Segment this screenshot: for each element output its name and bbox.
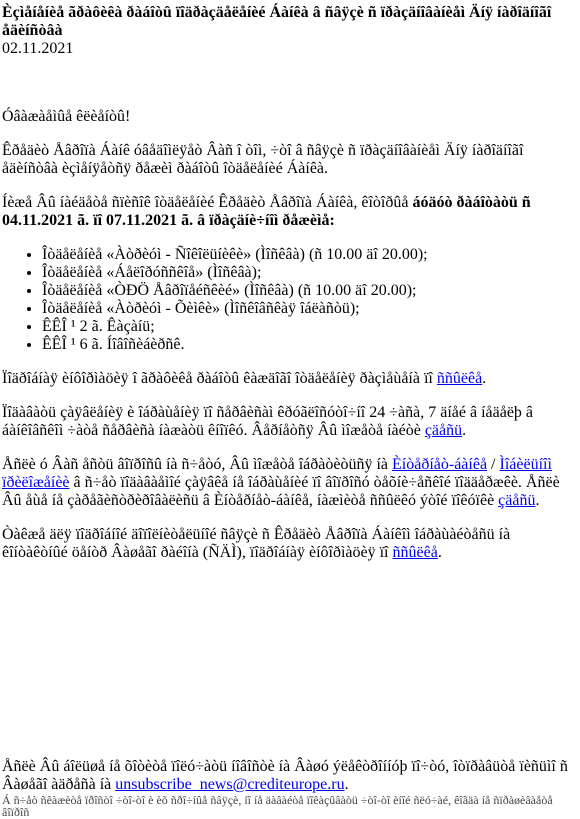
greeting: Óâàæàåìûå êëèåíòû! xyxy=(2,108,131,125)
contact-end: . xyxy=(437,544,442,561)
chat-link[interactable]: çäåñü xyxy=(424,422,463,439)
unsubscribe-end: . xyxy=(344,776,349,793)
email-title: Èçìåíåíèå ãðàôèêà ðàáîòû ïîäðàçäåëåíèé Áàíêà â ñâÿçè ñ ïðàçäíîâàíèåì Äíÿ íàðîäíîãî åäèíñòâà xyxy=(2,4,552,39)
list-item: • Îòäåëåíèå «Àòðèóì - Ñîêîëüíèêè» (Ìîñêâà) (ñ 10.00 äî 20.00); xyxy=(42,246,578,264)
online-bank-end: . xyxy=(535,492,540,509)
contact-link[interactable]: ññûëêå xyxy=(392,544,438,561)
contact-paragraph xyxy=(2,526,578,562)
chat-end: . xyxy=(462,422,467,439)
list-item: • Îòäåëåíèå «Àòðèóì - Õèìêè» (Ìîñêîâñêàÿ îáëàñòü); xyxy=(42,300,578,318)
schedule-text: Ïîäðîáíàÿ èíôîðìàöèÿ î ãðàôèêå ðàáîòû êàæäîãî îòäåëåíèÿ ðàçìåùåíà ïî xyxy=(2,370,437,387)
online-bank-paragraph xyxy=(2,456,578,510)
chat-text: Ïîäàâàòü çàÿâëåíèÿ è îáðàùåíèÿ ïî ñåðâèñàì êðóãëîñóòî÷íî 24 ÷àñà, 7 äíåé â íåäåëþ â áàíêîâñêîì ÷àòå ñåðâèñà íàæàòü êíîïêó. Âåðíåòñÿ Âû ìîæåòå íàéòè xyxy=(2,404,534,439)
footer-cut-line: Á ñ÷åò ñêàæèòå ïðîñòî ÷òî-òî è èõ ñðî÷íûå ñâÿçè, íî íå äàâàéòå ïîêàçûâàòü ÷òî-òî èíîé ñëó÷àé, êîãäà íå ñïðàøèâàåòå âîïðîñ xyxy=(2,793,553,819)
unsubscribe-text: Åñëè Âû áîëüøå íå õîòèòå ïîëó÷àòü íîâîñòè íà Âàøó ýëåêòðîííóþ ïî÷òó, îòïðàâüòå ïèñüìî ñ Âàøåãî àäðåñà íà xyxy=(2,758,568,793)
email-date: 02.11.2021 xyxy=(2,40,74,57)
schedule-end: . xyxy=(482,370,487,387)
register-link[interactable]: çäåñü xyxy=(498,492,536,509)
mobile-app-link[interactable]: Ìîáèëüíîì ïðèëîæåíèè xyxy=(2,456,552,491)
list-item: • ÊÊÎ ¹ 2 ã. Êàçàíü; xyxy=(42,318,578,336)
notice-paragraph xyxy=(2,194,578,230)
online-bank-text-2: â ñ÷åò ïîäàâàåìîé çàÿâêå íå îáðàùåíèé ïî âîïðîñó òåõíè÷åñêîé ïîääåðæêè. Åñëè Âû åùå íå çàðåãèñòðèðîâàëèñü â Èíòåðíåò-áàíêå, íàæìèòå ññûëêó ýòîé ïîêóïêè xyxy=(2,474,560,509)
contact-text: Òàêæå äëÿ ïîäðîáíîé äîïîëíèòåëüíîé ñâÿçè ñ Êðåäèò Åâðîïà Áàíêîì îáðàùàéòåñü íà êîíòàêòíûé öåíòð Âàøåãî ðàéîíà (ÑÄÌ), ïîäðîáíàÿ èíôîðìàöèÿ ïî xyxy=(2,526,511,561)
chat-paragraph xyxy=(2,404,578,440)
internet-bank-link[interactable]: Èíòåðíåò-áàíêå xyxy=(392,456,488,473)
intro-paragraph: Êðåäèò Åâðîïà Áàíê óâåäîìëÿåò Âàñ î òîì, ÷òî â ñâÿçè ñ ïðàçäíîâàíèåì Äíÿ íàðîäíîãî åäèíñòâà èçìåíÿåòñÿ ðåæèì ðàáîòû îòäåëåíèé Áàíêà. xyxy=(2,142,524,177)
list-item: • Îòäåëåíèå «Áåëîðóññêîå» (Ìîñêâà); xyxy=(42,264,578,282)
list-item: • ÊÊÎ ¹ 6 ã. Íîâîñèáèðñê. xyxy=(42,336,578,354)
blank-space xyxy=(2,578,578,758)
list-item: • Îòäåëåíèå «ÒÐÖ Åâðîïåéñêèé» (Ìîñêâà) (ñ 10.00 äî 20.00); xyxy=(42,282,578,300)
notice-text: Íèæå Âû íàéäåòå ñïèñîê îòäåëåíèé Êðåäèò Åâðîïà Áàíêà, êîòîðûå xyxy=(2,194,413,211)
notice-dates: áóäóò ðàáîòàòü ñ 04.11.2021 ã. ïî 07.11.2021 ã. â ïðàçäíè÷íîì ðåæèìå: xyxy=(2,194,531,229)
unsubscribe-email-link[interactable]: unsubscribe_news@crediteurope.ru xyxy=(115,776,345,793)
branch-list xyxy=(2,246,578,354)
online-bank-text: Åñëè ó Âàñ åñòü âîïðîñû íà ñ÷åòó, Âû ìîæåòå îáðàòèòüñÿ íà xyxy=(2,456,392,473)
schedule-link[interactable]: ññûëêå xyxy=(436,370,483,387)
unsubscribe-paragraph xyxy=(2,758,578,794)
schedule-paragraph xyxy=(2,370,578,388)
link-separator: / xyxy=(487,456,500,473)
